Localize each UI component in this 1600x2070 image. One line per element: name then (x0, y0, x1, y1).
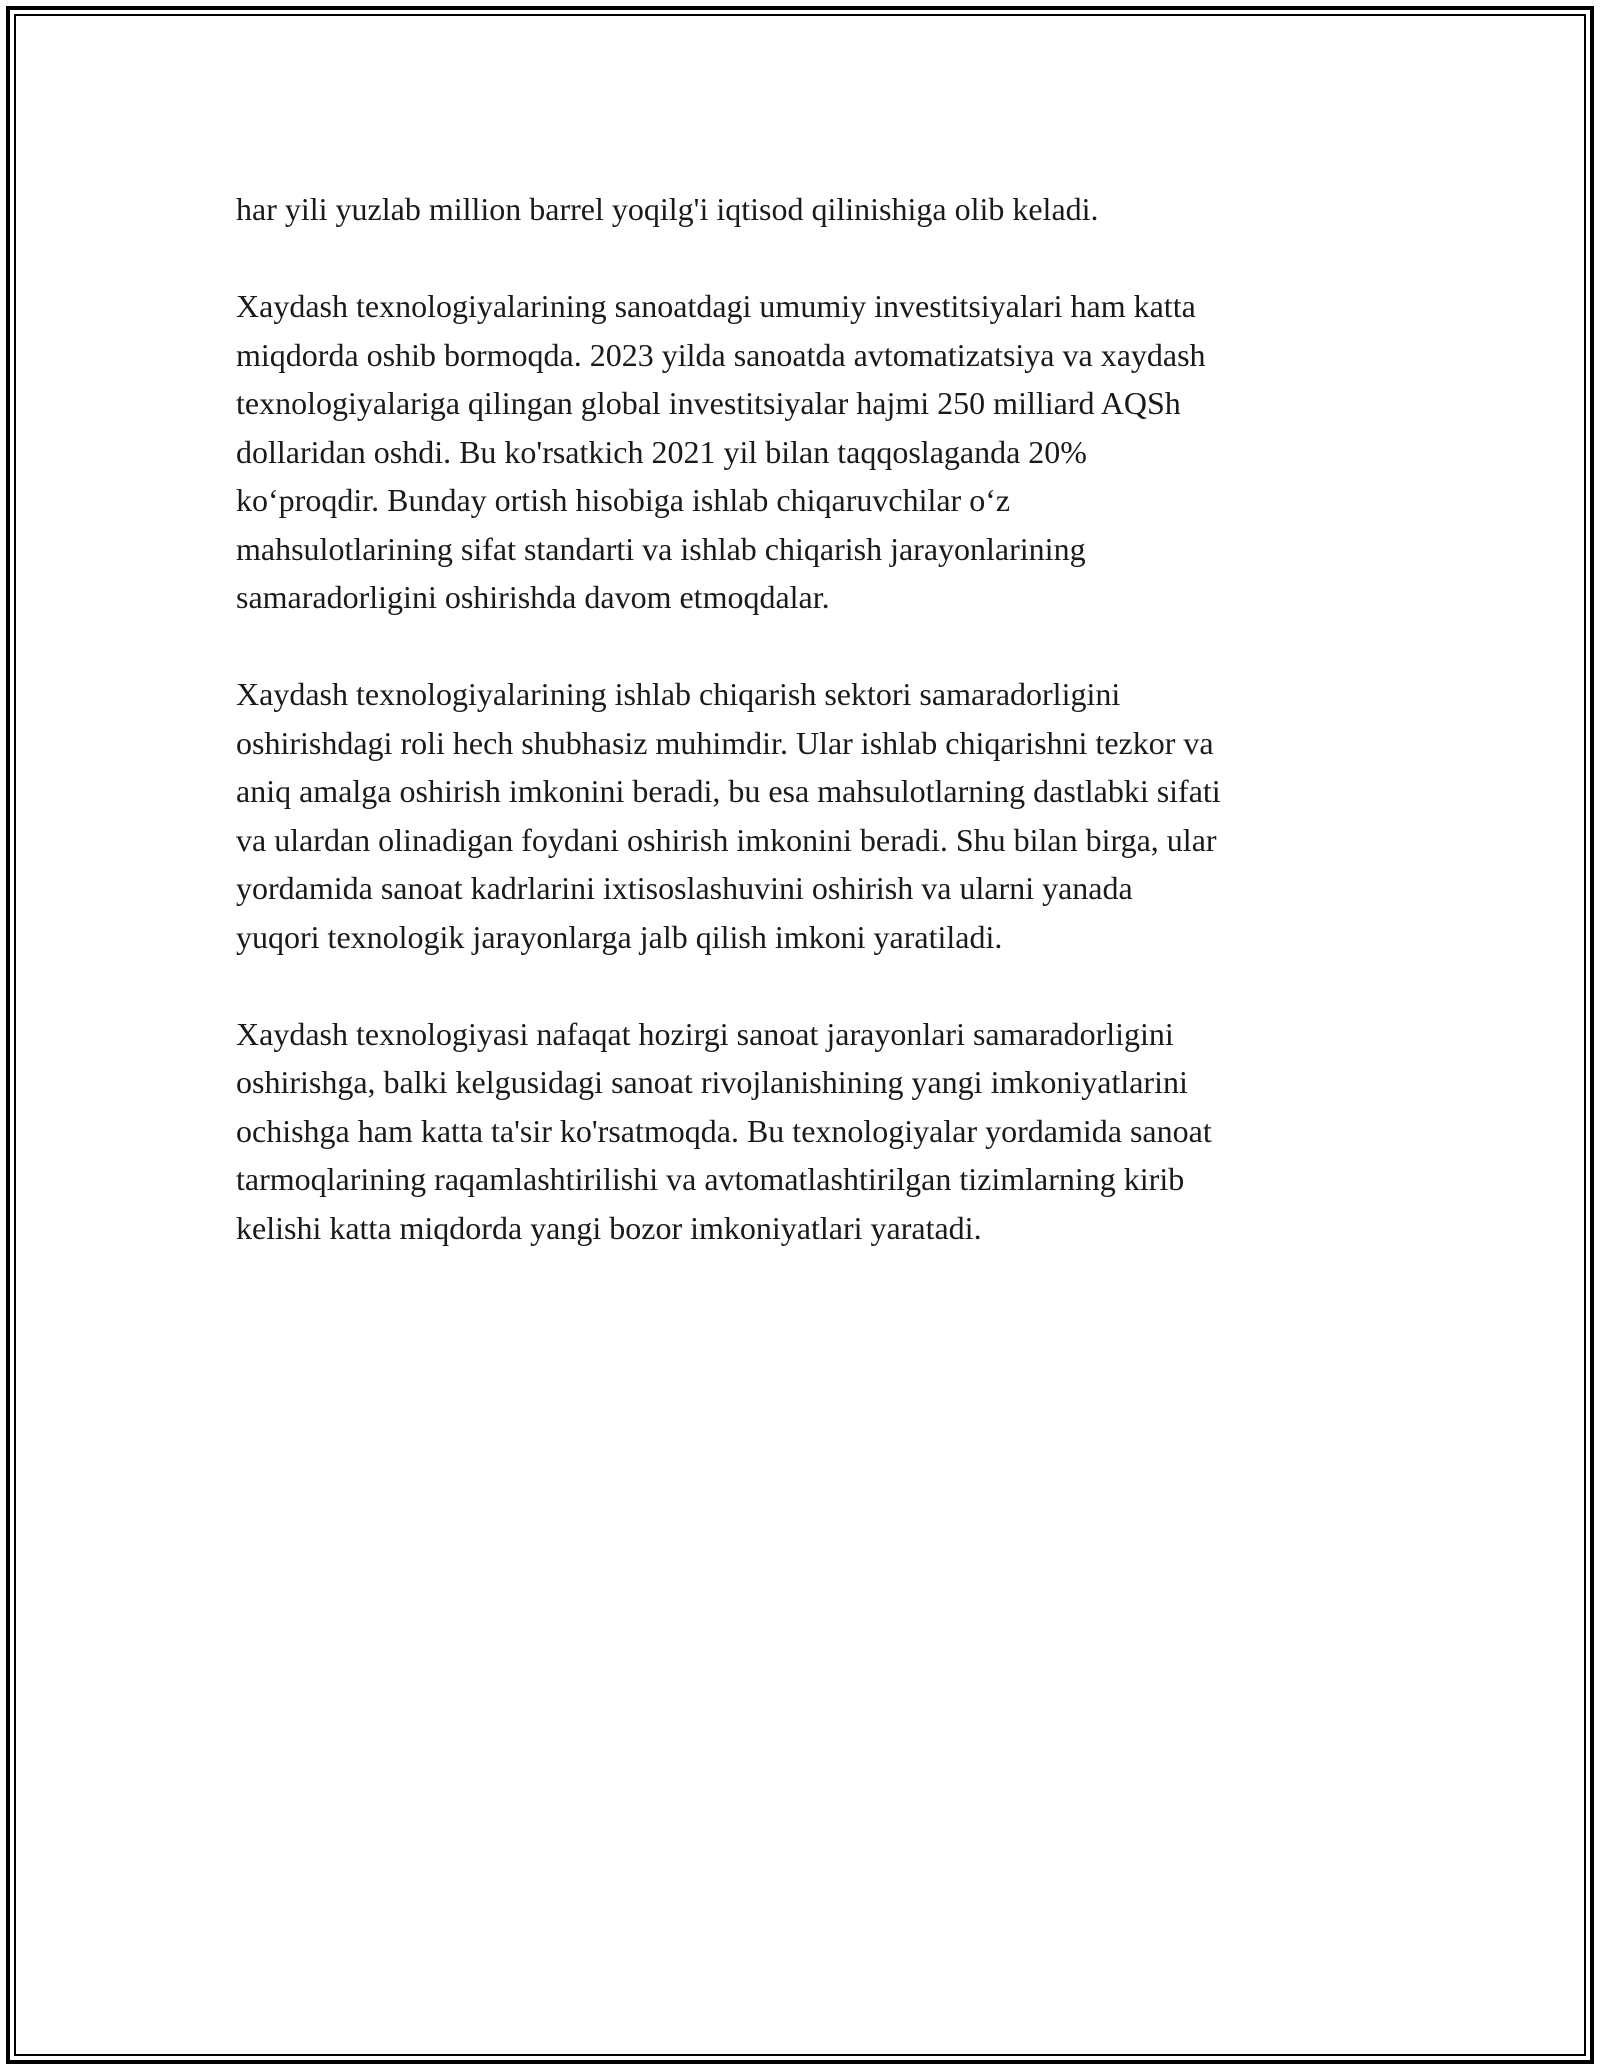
text-line: dollaridan oshdi. Bu ko'rsatkich 2021 yil bilan taqqoslaganda 20% (236, 433, 1087, 470)
text-line: Xaydash texnologiyalarining sanoatdagi umumiy investitsiyalari ham katta (236, 288, 1196, 324)
text-line: kelishi katta miqdorda yangi bozor imkoniyatlari yaratadi. (236, 1209, 982, 1246)
text-line: ko‘proqdir. Bunday ortish hisobiga ishlab chiqaruvchilar o‘z (236, 482, 1011, 518)
paragraph-3 (236, 670, 1376, 961)
text-line: yordamida sanoat kadrlarini ixtisoslashuvini oshirish va ularni yanada (236, 870, 1133, 906)
text-line: Xaydash texnologiyalarining ishlab chiqarish sektori samaradorligini (236, 676, 1121, 712)
text-line: yuqori texnologik jarayonlarga jalb qilish imkoni yaratiladi. (236, 918, 1003, 955)
paragraph-4 (236, 1010, 1376, 1253)
text-line: oshirishdagi roli hech shubhasiz muhimdir. Ular ishlab chiqarishni tezkor va (236, 724, 1214, 761)
text-line: ochishga ham katta ta'sir ko'rsatmoqda. Bu texnologiyalar yordamida sanoat (236, 1112, 1212, 1149)
text-line: tarmoqlarining raqamlashtirilishi va avtomatlashtirilgan tizimlarning kirib (236, 1161, 1185, 1197)
text-line: mahsulotlarining sifat standarti va ishlab chiqarish jarayonlarining (236, 530, 1086, 567)
text-line: oshirishga, balki kelgusidagi sanoat rivojlanishining yangi imkoniyatlarini (236, 1064, 1188, 1100)
document-body (236, 185, 1376, 1301)
paragraph-2 (236, 282, 1376, 622)
text-line: miqdorda oshib bormoqda. 2023 yilda sanoatda avtomatizatsiya va xaydash (236, 336, 1206, 373)
text-line: har yili yuzlab million barrel yoqilg'i iqtisod qilinishiga olib keladi. (236, 191, 1099, 227)
text-line: va ulardan olinadigan foydani oshirish imkonini beradi. Shu bilan birga, ular (236, 821, 1217, 858)
text-line: texnologiyalariga qilingan global investitsiyalar hajmi 250 milliard AQSh (236, 385, 1181, 421)
text-line: Xaydash texnologiyasi nafaqat hozirgi sanoat jarayonlari samaradorligini (236, 1015, 1174, 1052)
text-line: aniq amalga oshirish imkonini beradi, bu esa mahsulotlarning dastlabki sifati (236, 773, 1221, 809)
paragraph-1 (236, 185, 1376, 234)
text-line: samaradorligini oshirishda davom etmoqdalar. (236, 579, 830, 615)
